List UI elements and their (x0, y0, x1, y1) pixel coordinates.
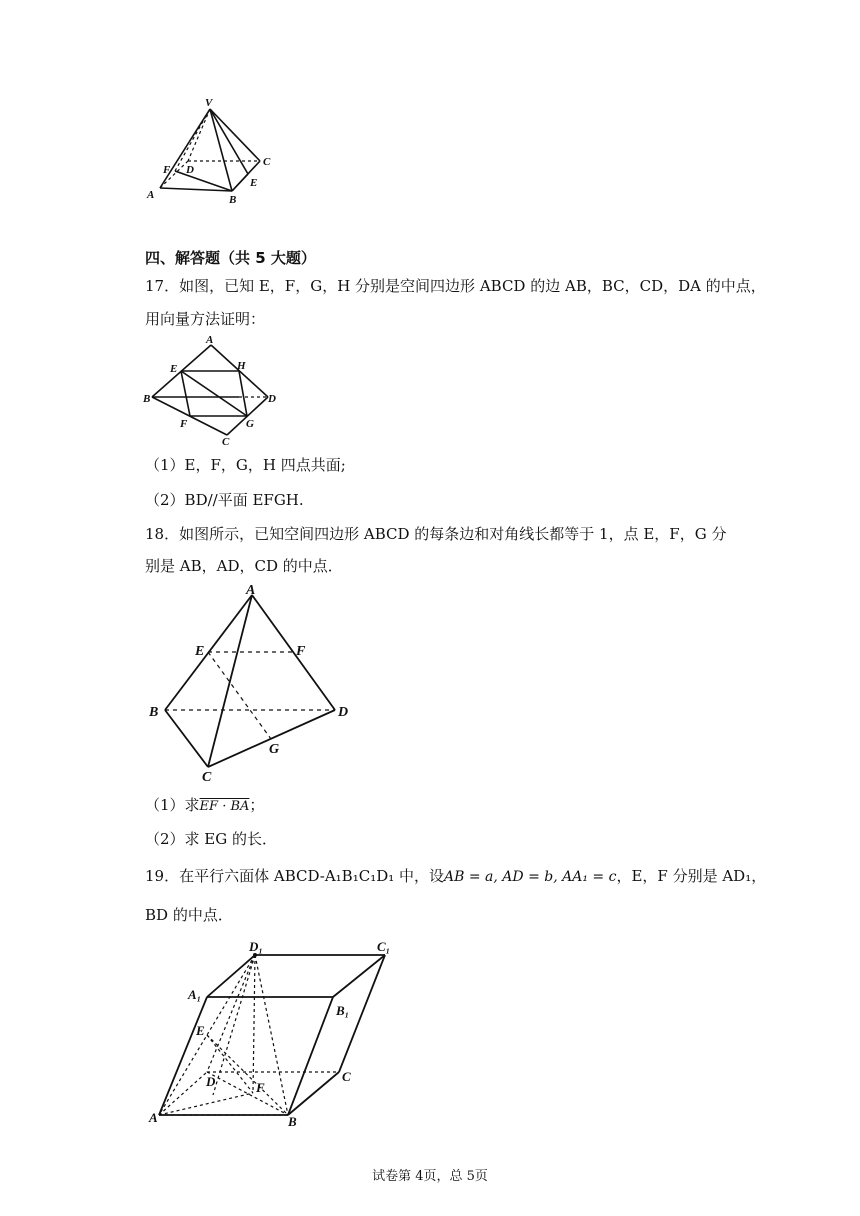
label-B: B (288, 1114, 297, 1129)
q18-line2: 别是 AB，AD，CD 的中点． (145, 557, 343, 575)
q19-line1-suffix: ，E，F 分别是 AD₁， (616, 867, 767, 885)
label-A: A (206, 334, 214, 346)
label-A1: A₁ (188, 987, 202, 1002)
tetra18-figure (145, 582, 360, 787)
pyramid-figure (140, 95, 280, 210)
q18-part1-prefix: （1）求 (145, 796, 200, 814)
label-B1: B₁ (336, 1003, 350, 1018)
label-C: C (222, 436, 230, 448)
label-G: G (246, 418, 254, 430)
label-G: G (269, 742, 280, 757)
q19-line2: BD 的中点． (145, 906, 233, 924)
label-D: D (206, 1074, 216, 1089)
q18-line1: 18．如图所示，已知空间四边形 ABCD 的每条边和对角线长都等于 1，点 E，F，G 分 (145, 525, 727, 543)
label-F: F (180, 418, 188, 430)
label-C: C (263, 156, 271, 168)
label-C1: C₁ (377, 939, 391, 954)
label-C: C (202, 770, 212, 785)
label-D: D (268, 393, 276, 405)
q19-line1 (145, 866, 766, 887)
label-B: B (143, 393, 151, 405)
q18-part2: （2）求 EG 的长． (145, 830, 278, 848)
label-A: A (147, 189, 155, 201)
q17-part2: （2）BD//平面 EFGH. (145, 491, 304, 509)
label-F: F (256, 1080, 265, 1095)
label-F: F (163, 164, 171, 176)
label-B: B (149, 705, 159, 720)
q19-vector-expr: AB = a, AD = b, AA₁ = c (444, 869, 617, 885)
q18-part1 (145, 795, 264, 817)
q19-line1-prefix: 19．在平行六面体 ABCD-A₁B₁C₁D₁ 中，设 (145, 867, 445, 885)
label-D: D (338, 705, 349, 720)
page-footer: 试卷第 4页，总 5页 (372, 1169, 488, 1184)
label-B: B (229, 194, 237, 206)
q17-part1: （1）E，F，G，H 四点共面; (145, 456, 346, 474)
label-F: F (296, 644, 306, 659)
label-A: A (149, 1110, 158, 1125)
q18-part1-vector-expr: EF · BA (199, 799, 250, 814)
prism19-figure (145, 935, 405, 1135)
label-E: E (250, 177, 258, 189)
label-H: H (237, 360, 246, 372)
label-A: A (246, 583, 256, 598)
label-V: V (205, 97, 213, 109)
label-E: E (195, 644, 205, 659)
section-heading: 四、解答题（共 5 大题） (145, 249, 316, 267)
label-C: C (342, 1069, 351, 1084)
label-D1: D₁ (249, 939, 263, 954)
q18-part1-suffix: ； (249, 796, 265, 814)
q17-line2: 用向量方法证明： (145, 310, 266, 328)
quad17-figure (140, 333, 285, 448)
label-E: E (170, 363, 178, 375)
q17-line1: 17．如图，已知 E，F，G，H 分别是空间四边形 ABCD 的边 AB，BC，CD，DA 的中点， (145, 277, 766, 295)
label-D: D (186, 164, 194, 176)
label-E: E (196, 1023, 205, 1038)
